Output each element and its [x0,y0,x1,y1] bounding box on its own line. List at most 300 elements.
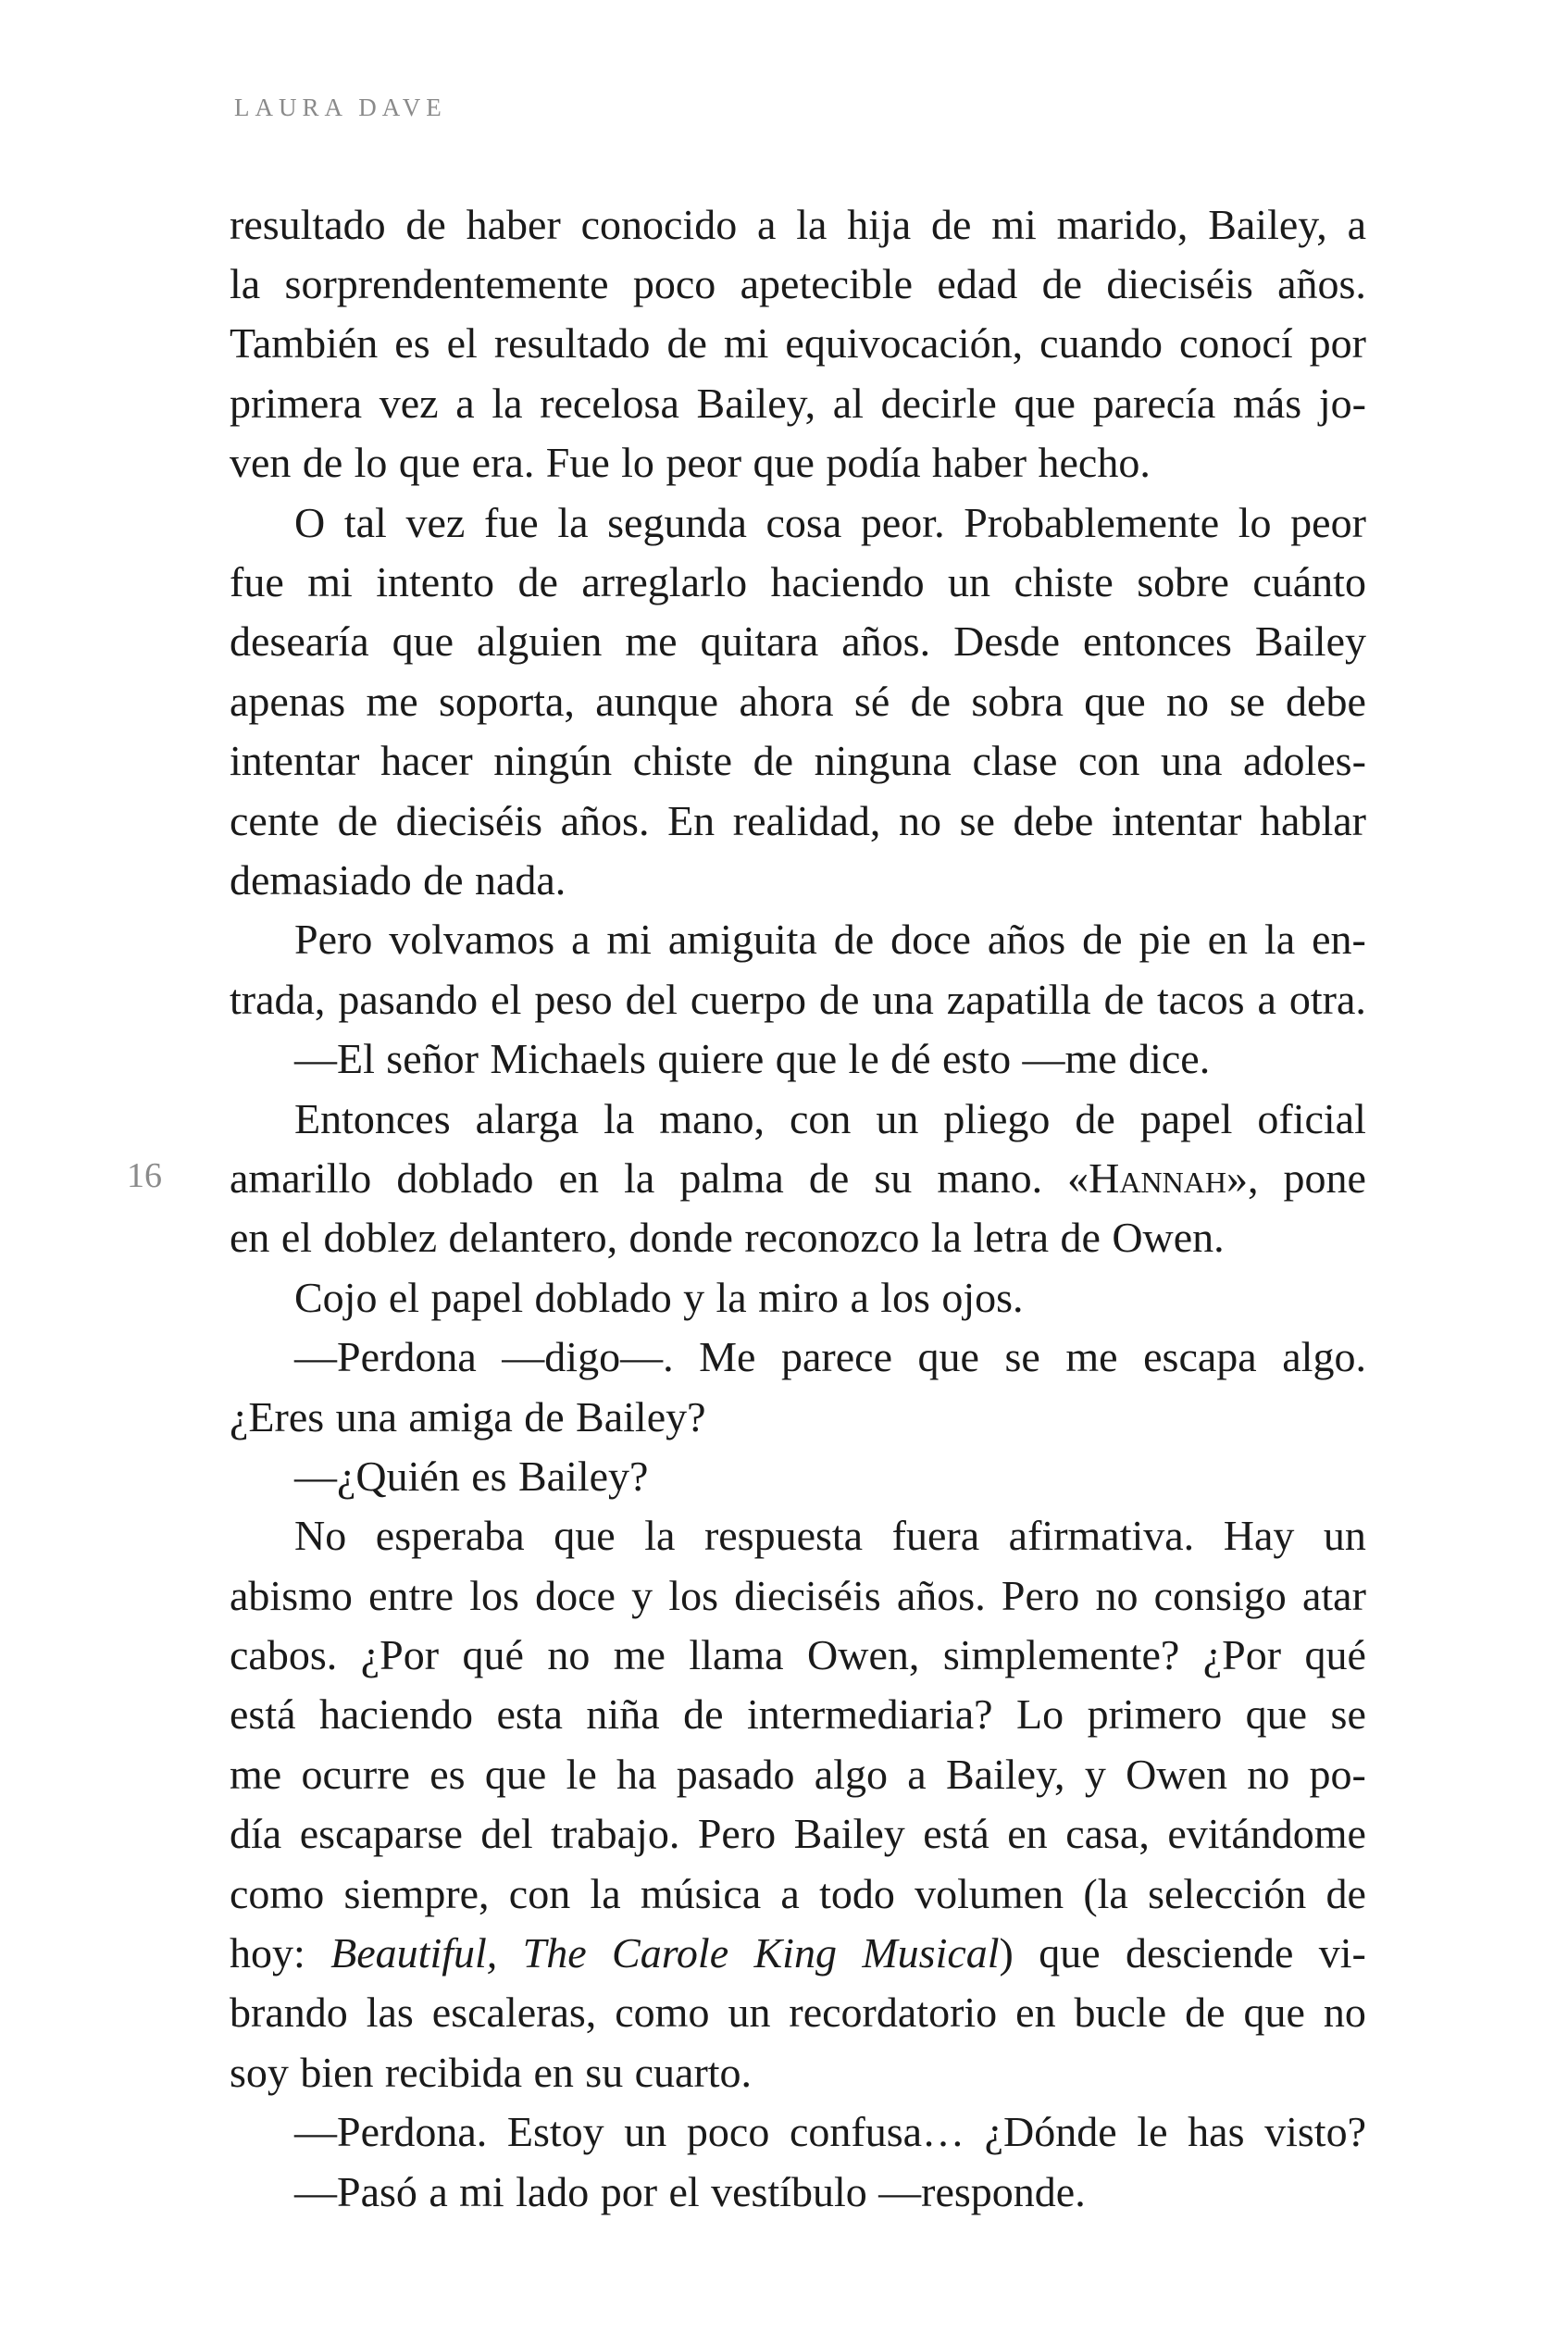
word: de [1041,260,1083,308]
text-line [230,1387,1366,1446]
word: de [524,1392,565,1440]
word: entre [368,1571,454,1619]
word: soy [230,2048,289,2096]
word: a [429,2167,448,2215]
word: pasado [676,1750,795,1798]
word: que [392,617,454,666]
word: peso [534,975,613,1023]
word: a [757,200,777,248]
word: señor [386,1035,479,1083]
word: en [1007,1810,1048,1858]
word: poco [686,2108,770,2156]
word: no [547,1631,591,1679]
word: fue [483,498,539,546]
word: el [388,1273,420,1321]
word: Pero [294,916,373,964]
word: Me [699,1333,756,1381]
word: —Perdona. [294,2108,488,2156]
word: no [1323,1989,1366,2037]
word: está [230,1690,296,1739]
text-line [230,1565,1366,1625]
word: —El [294,1035,375,1083]
word: has [1188,2108,1245,2156]
word: que [775,1035,838,1083]
word: segunda [607,498,747,546]
page-number: 16 [127,1156,162,1195]
word: Bailey? [576,1392,706,1440]
word: palma [679,1154,784,1202]
word: tacos [1156,975,1245,1023]
word: Bailey, [945,1750,1065,1798]
word: doce [535,1571,616,1619]
word: recibida [384,2048,523,2096]
word: ojos. [941,1273,1024,1321]
word: no [899,796,941,844]
word: a [571,916,591,964]
word: y [1084,1750,1106,1798]
text-line [230,2162,1366,2221]
word: la [492,379,523,427]
word: todo [819,1869,895,1917]
word: miro [758,1273,840,1321]
word: ¿Dónde [984,2108,1117,2156]
word: Beautiful, [330,1929,498,1977]
word: más [1233,379,1302,427]
word: de [753,737,794,785]
word: con [508,1869,571,1917]
word: no [1247,1750,1290,1798]
word: Hay [1223,1512,1295,1560]
word: bucle [1074,1989,1167,2037]
word: doblado [534,1273,672,1321]
word: que [1084,677,1146,725]
word: en [1207,916,1249,964]
word: decirle [880,379,997,427]
word: en [558,1154,600,1202]
word: que [1014,379,1076,427]
word: quitara [700,617,819,666]
word: entonces [1083,617,1232,666]
text-line [230,1267,1366,1327]
word: le [566,1750,597,1798]
word: equivocación, [785,319,1024,368]
word: con [790,1094,852,1142]
word: —digo—. [502,1333,674,1381]
word: delantero, [448,1214,618,1262]
word: oficial [1257,1094,1366,1142]
text-line [230,1804,1366,1864]
word: conocido [580,200,738,248]
word: me [1065,1333,1118,1381]
word: por [1309,319,1366,368]
word: haciendo [770,558,925,606]
word: ocurre [301,1750,410,1798]
word: años [987,916,1066,964]
word: desearía [230,617,369,666]
word: Lo [1016,1690,1064,1739]
text-line [230,2042,1366,2101]
word: niña [586,1690,660,1739]
word: en- [1312,916,1366,964]
word: que [917,1333,979,1381]
word: de [337,796,379,844]
word: vestíbulo [711,2167,867,2215]
word: alarga [475,1094,579,1142]
word: The [522,1929,587,1977]
word: casa, [1065,1810,1150,1858]
word: abismo [230,1571,353,1619]
text-line [230,433,1366,493]
word: primera [230,379,363,427]
word: En [667,796,716,844]
word: a [907,1750,927,1798]
text-line [230,1029,1366,1088]
word: le [848,1035,879,1083]
word: me [613,1631,666,1679]
word: intermediaria? [746,1690,993,1739]
word: King [753,1929,837,1977]
word: siempre, [343,1869,490,1917]
word: dice. [1128,1035,1211,1083]
word: mi [606,916,652,964]
word: los [668,1571,719,1619]
word: a [850,1273,869,1321]
word: pliego [943,1094,1051,1142]
word: era. [471,439,535,487]
word: haber [466,200,561,248]
word: intentar [1111,796,1242,844]
word: atar [1301,1571,1366,1619]
word: de [1082,916,1123,964]
word: cente [230,796,320,844]
word: doblez [323,1214,438,1262]
word: lo [1238,498,1272,546]
word: demasiado [230,855,412,904]
word: poco [632,260,716,308]
word: resultado [230,200,386,248]
word: bien [300,2048,374,2096]
word: hoy: [230,1929,305,1977]
word: en [533,2048,574,2096]
text-line [230,1685,1366,1744]
word: chiste [632,737,732,785]
word: de [405,200,446,248]
running-head: LAURA DAVE [234,94,447,121]
text-line [230,1625,1366,1684]
word: música [640,1869,762,1917]
word: la [230,260,261,308]
word: arreglarlo [581,558,748,606]
word: hija [847,200,912,248]
word: mi [307,558,353,606]
word: papel [1139,1094,1233,1142]
word: Cojo [294,1273,378,1321]
word: sé [853,677,890,725]
text-line [230,1744,1366,1803]
word: apetecible [740,260,914,308]
word: la [557,498,589,546]
word: po- [1309,1750,1366,1798]
word: reconozco [744,1214,920,1262]
word: intentar [230,737,360,785]
word: —me [1022,1035,1117,1083]
word: dieciséis [1106,260,1253,308]
word: —Perdona [294,1333,477,1381]
word: clase [972,737,1058,785]
word: años. [896,1571,986,1619]
word: de [833,916,875,964]
word: amiga [408,1392,513,1440]
text-line [230,671,1366,730]
word: el [446,319,478,368]
word: afirmativa. [1008,1512,1195,1560]
word: sobre [1137,558,1229,606]
word: doce [890,916,971,964]
word: escaleras, [431,1989,597,2037]
word: se [1330,1690,1366,1739]
word: de [423,855,464,904]
word: mi [459,2167,504,2215]
word: los [880,1273,930,1321]
word: es [429,1750,466,1798]
word: no [1095,1571,1139,1619]
word: aunque [595,677,719,725]
word: parecía [1092,379,1216,427]
word: otra. [1288,975,1366,1023]
word: jo- [1318,379,1366,427]
word: años. [1277,260,1366,308]
text-line [230,731,1366,791]
word: un [728,1989,771,2037]
word: mi [723,319,769,368]
word: O [294,498,326,546]
word: cuarto. [634,2048,753,2096]
word: cuerpo [690,975,806,1023]
text-line [230,1446,1366,1505]
word: años. [841,617,931,666]
word: peor [666,439,742,487]
word: que [554,1512,616,1560]
word: de [683,1690,724,1739]
text-line [230,1148,1366,1207]
text-line [230,254,1366,313]
word: esto [941,1035,1012,1083]
word: por [600,2167,658,2215]
word: conocí [1179,319,1293,368]
word: la [604,1094,635,1142]
word: de [1103,975,1144,1023]
word: cosa [765,498,842,546]
word: debe [1286,677,1366,725]
word: de [910,677,951,725]
word: en [1015,1989,1056,2037]
word: Pero [1001,1571,1080,1619]
word: de [1185,1989,1226,2037]
word: Probablemente [964,498,1220,546]
word: vez [379,379,439,427]
word: y [631,1571,653,1619]
word: me [230,1750,282,1798]
word: se [1004,1333,1040,1381]
word: mano. [937,1154,1043,1202]
word: cabos. [230,1631,338,1679]
word: el [668,2167,700,2215]
word: visto? [1264,2108,1366,2156]
word: es [394,319,430,368]
word: desciende [1126,1929,1294,1977]
text-line [230,1208,1366,1267]
word: marido, [1056,200,1188,248]
word: sorprendentemente [284,260,609,308]
word: de [666,319,707,368]
word: volumen [915,1869,1064,1917]
word: que [1245,1690,1308,1739]
word: me [625,617,678,666]
word: ha [616,1750,657,1798]
word: Bailey [1254,617,1366,666]
word: peor [1290,498,1366,546]
word: escapa [1143,1333,1257,1381]
word: que [1243,1989,1305,2037]
word: vez [405,498,466,546]
word: lo [621,439,654,487]
word: primero [1087,1690,1223,1739]
word: de [1060,1214,1101,1262]
text-line [230,314,1366,373]
word: apenas [230,677,346,725]
word: y [683,1273,705,1321]
word: dé [890,1035,931,1083]
word: Owen [1126,1750,1227,1798]
word: con [1077,737,1140,785]
text-line [230,1983,1366,2042]
word: está [923,1810,989,1858]
word: recelosa [540,379,679,427]
text-line [230,1923,1366,1982]
word: algo. [1282,1333,1366,1381]
word: «Hannah», [1067,1154,1259,1202]
word: peor. [860,498,945,546]
word: confusa… [789,2108,965,2156]
text-line [230,373,1366,432]
word: cuando [1039,319,1163,368]
text-line [230,1506,1366,1565]
word: pasando [338,975,479,1023]
word: quiere [657,1035,765,1083]
word: pone [1283,1154,1366,1202]
word: un [948,558,991,606]
word: como [615,1989,710,2037]
word: la [590,1869,621,1917]
word: lado [516,2167,590,2215]
word: de [818,975,860,1023]
word: su [874,1154,913,1202]
word: recordatorio [789,1989,998,2037]
word: amiguita [667,916,817,964]
word: que [1039,1929,1101,1977]
word: edad [937,260,1018,308]
word: lo [354,439,388,487]
word: como [230,1869,325,1917]
word: qué [462,1631,524,1679]
word: los [469,1571,519,1619]
word: chiste [1014,558,1114,606]
word: a [780,1869,800,1917]
word: —Pasó [294,2167,417,2215]
word: un [624,2108,667,2156]
word: de [1325,1869,1366,1917]
word: la [716,1273,747,1321]
word: un [876,1094,919,1142]
word: haciendo [318,1690,473,1739]
text-line [230,552,1366,611]
word: —¿Quién [294,1452,460,1500]
word: se [959,796,995,844]
text-line [230,2102,1366,2162]
word: Entonces [294,1094,451,1142]
word: ¿Eres [230,1392,325,1440]
word: alguien [477,617,603,666]
word: soporta, [439,677,575,725]
word: fuera [891,1512,980,1560]
word: de [808,1154,850,1202]
word: haber [931,439,1027,487]
text-line [230,850,1366,909]
word: dieciséis [734,1571,881,1619]
word: vi- [1318,1929,1366,1977]
word: las [366,1989,414,2037]
word: la [930,1214,962,1262]
word: amarillo [230,1154,372,1202]
word: del [625,975,678,1023]
word: (la [1083,1869,1128,1917]
word: parece [781,1333,892,1381]
word: evitándome [1167,1810,1366,1858]
word: la [796,200,828,248]
body-text [230,194,1366,2221]
word: esta [496,1690,563,1739]
word: zapatilla [946,975,1091,1023]
word: día [230,1810,282,1858]
word: Bailey, [1208,200,1327,248]
word: tal [343,498,387,546]
word: una [335,1392,397,1440]
word: sobra [971,677,1064,725]
word: escaparse [299,1810,463,1858]
word: le [1137,2108,1168,2156]
word: volvamos [389,916,555,964]
word: hacer [380,737,473,785]
word: esperaba [375,1512,525,1560]
word: Michaels [490,1035,646,1083]
word: de [302,439,343,487]
word: a [1257,975,1276,1023]
word: Musical) [862,1929,1014,1977]
word: Bailey [793,1810,905,1858]
text-line [230,1864,1366,1923]
word: doblado [396,1154,534,1202]
word: selección [1148,1869,1307,1917]
word: No [294,1512,347,1560]
word: adoles- [1243,737,1366,785]
word: simplemente? [942,1631,1180,1679]
word: a [455,379,475,427]
word: su [585,2048,624,2096]
word: cuánto [1252,558,1366,606]
word: qué [1304,1631,1366,1679]
word: trabajo. [551,1810,680,1858]
word: ¿Por [1202,1631,1282,1679]
